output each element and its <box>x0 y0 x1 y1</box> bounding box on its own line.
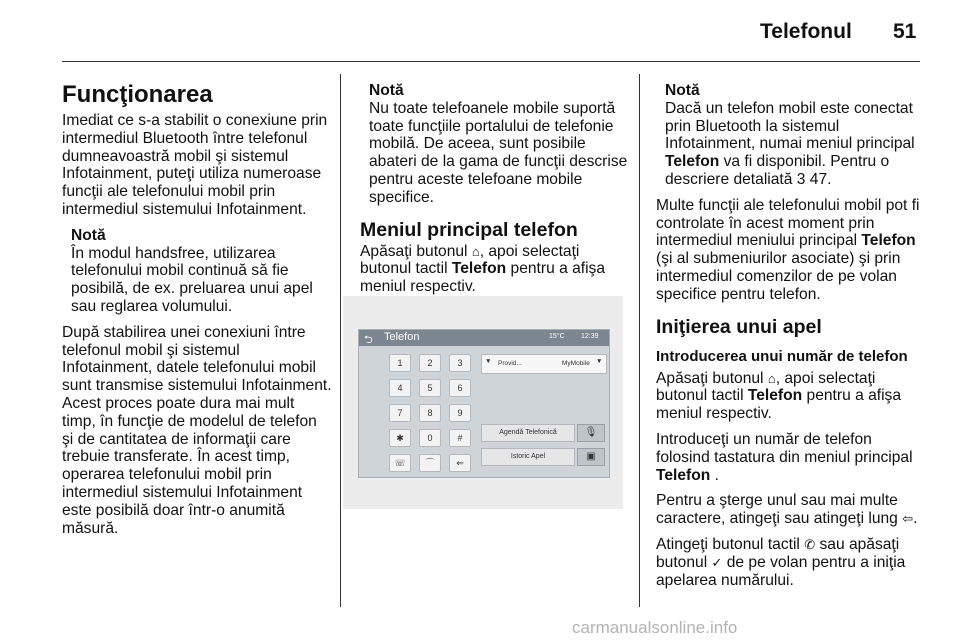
page-header-title: Telefonul <box>760 20 852 43</box>
device-signal-icon: ▼ <box>596 358 603 365</box>
section-heading-main-menu: Meniul principal telefon <box>360 218 578 241</box>
phone-menu-screenshot <box>343 296 623 509</box>
column-divider-1 <box>340 74 341 607</box>
keypad-key[interactable]: 0 <box>419 429 441 447</box>
steering-call-icon: ✓ <box>711 554 723 570</box>
keypad-key[interactable]: ✱ <box>389 429 411 447</box>
keypad-key[interactable]: # <box>449 429 471 447</box>
main-menu-paragraph: Apăsaţi butonul ⌂, apoi selectaţi butonul tactil Telefon pentru a afişa meniul respectiv. <box>360 242 606 296</box>
display-temperature: 15°C <box>549 333 565 340</box>
provider-text: Provid... <box>498 360 522 367</box>
keypad-key[interactable]: 4 <box>389 379 411 397</box>
steering-controls-paragraph: Multe funcţii ale telefonului mobil pot fi controlate în acest moment prin intermediul meniului principal Telefon (şi al submeniurilor asociate) şi prin intermediul comenzilor de pe volan specifice pentru telefon. <box>656 196 920 303</box>
call-key[interactable]: ☏ <box>389 454 411 472</box>
page-reference: 3 <box>796 170 806 188</box>
audio-output-button[interactable]: ▣ <box>577 448 605 466</box>
keypad-key[interactable]: 5 <box>419 379 441 397</box>
note-title: Notă <box>71 226 106 244</box>
data-transfer-paragraph: După stabilirea unei conexiuni între telefonul mobil şi sistemul Infotainment, datele telefonului mobil sunt transmise sistemului Infotainment. Acest proces poate dura mai mult timp, în funcţie de modelul de telefon şi de cantitatea de informaţii care trebuie transferate. În acest timp, operarea telefonului mobil prin intermediul sistemului Infotainment este posibilă doar într-o anumită măsură. <box>62 323 332 537</box>
section-heading-functionare: Funcţionarea <box>62 81 213 108</box>
device-name: MyMobile <box>562 360 590 367</box>
keypad-key[interactable]: 9 <box>449 404 471 422</box>
home-icon: ⌂ <box>471 243 480 259</box>
watermark: carmanualsonline.info <box>572 618 738 637</box>
note-handsfree <box>62 227 332 316</box>
display-title-bar <box>359 330 609 346</box>
subheading-enter-number: Introducerea unui număr de telefon <box>656 347 908 365</box>
keypad-key[interactable]: 8 <box>419 404 441 422</box>
contacts-button[interactable]: Agendă Telefonică <box>481 424 575 442</box>
note-title: Notă <box>369 82 404 99</box>
note-text: Dacă un telefon mobil este conectat prin Bluetooth la sistemul Infotainment, numai meniul principal Telefon va fi disponibil. Pentru o descriere detaliată 3 47. <box>665 99 915 188</box>
infotainment-display <box>358 329 610 478</box>
display-title: Telefon <box>384 331 420 343</box>
keypad-key[interactable]: 3 <box>449 354 471 372</box>
keypad-key[interactable]: 7 <box>389 404 411 422</box>
open-phone-menu-paragraph: Apăsaţi butonul ⌂, apoi selectaţi butonul tactil Telefon pentru a afişa meniul respectiv. <box>656 369 902 423</box>
left-column <box>62 82 332 545</box>
enter-number-paragraph: Introduceţi un număr de telefon folosind tastatura din meniul principal Telefon . <box>656 430 913 484</box>
hangup-key[interactable]: ⌒ <box>419 454 441 472</box>
back-arrow-icon: ⮌ <box>364 334 373 346</box>
intro-paragraph: Imediat ce s-a stabilit o conexiune prin intermediul Bluetooth între telefonul dumneavoastră mobil şi sistemul Infotainment, puteţi utiliza numeroase funcţii ale telefonului mobil prin intermediul sistemului Infotainment. <box>62 112 328 218</box>
keypad-key[interactable]: 2 <box>419 354 441 372</box>
mute-mic-button[interactable]: 🎙 <box>577 424 605 442</box>
start-call-paragraph: Atingeţi butonul tactil ✆ sau apăsaţi butonul ✓ de pe volan pentru a iniţia apelarea numărului. <box>656 535 906 589</box>
backspace-icon: ⇦ <box>902 511 914 527</box>
signal-icon: ▼ <box>485 358 492 365</box>
section-heading-initiate-call: Iniţierea unui apel <box>656 315 822 338</box>
column-divider-2 <box>639 74 640 607</box>
home-icon: ⌂ <box>767 370 776 386</box>
phone-status-field <box>481 354 607 374</box>
right-column <box>656 82 926 597</box>
header-rule <box>62 61 920 62</box>
phone-handset-icon: ✆ <box>804 536 816 552</box>
keypad-key[interactable]: 1 <box>389 354 411 372</box>
delete-key[interactable]: ⇐ <box>449 454 471 472</box>
note-compatibility <box>360 82 628 207</box>
delete-characters-paragraph: Pentru a şterge unul sau mai multe caractere, atingeţi sau atingeţi lung ⇦. <box>656 492 918 528</box>
page-number: 51 <box>893 20 917 43</box>
note-text: În modul handsfree, utilizarea telefonului mobil continuă să fie posibilă, de ex. preluarea unui apel sau reglarea volumului. <box>71 244 313 315</box>
note-title: Notă <box>665 82 700 99</box>
note-main-menu <box>656 82 926 189</box>
note-text: Nu toate telefoanele mobile suportă toate funcţiile portalului de telefonie mobilă. De aceea, sunt posibile abateri de la gama de funcţii descrise pentru aceste telefoane mobile specifice. <box>369 99 628 206</box>
display-clock: 12:39 <box>581 333 599 340</box>
keypad-key[interactable]: 6 <box>449 379 471 397</box>
middle-column <box>360 82 628 304</box>
call-history-button[interactable]: Istoric Apel <box>481 448 575 466</box>
